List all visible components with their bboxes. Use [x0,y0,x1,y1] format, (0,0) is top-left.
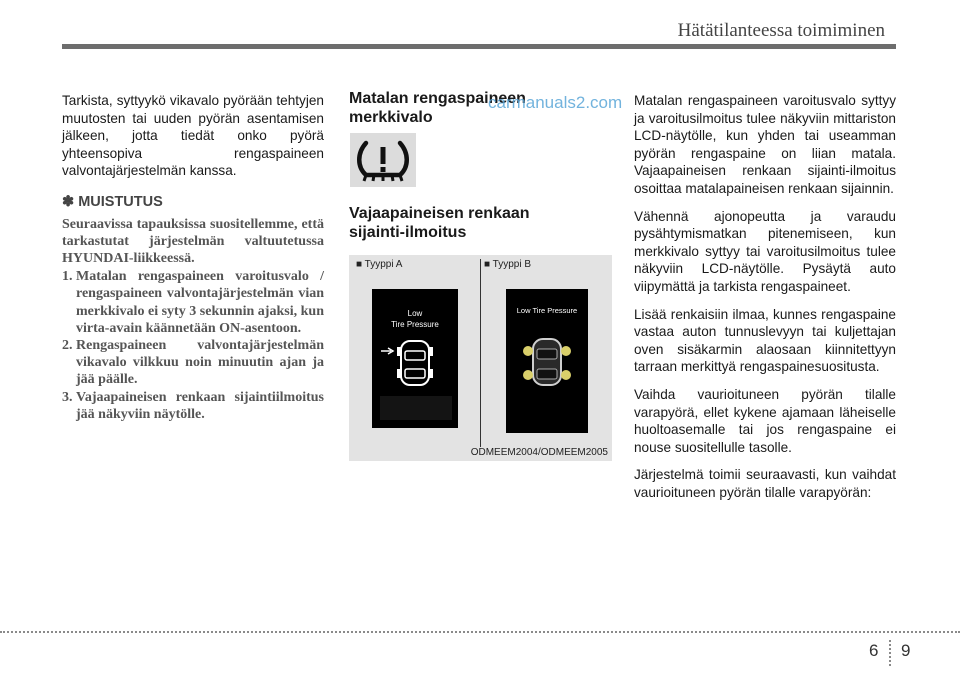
section-title-low-pressure: Matalan rengaspaineen merkkivalo [349,90,526,126]
notice-item [62,389,324,423]
footer-rule [0,631,960,633]
paragraph: Matalan rengaspaineen varoitusvalo syttyy ja varoitusilmoitus tulee näkyviin mittariston LCD-näytölle, kun yhden tai useamman pyörän rengaspaine on liian matala. Vajaapaineisen renkaan sijainti-ilmoitus osoittaa matalapaineisen renkaan sijainnin. [634,93,896,196]
notice-item-number: 2. [62,337,73,353]
column-right [634,92,896,511]
figure-label-type-b: ■ Tyyppi B [484,259,531,270]
running-header: Hätätilanteessa toimiminen [677,20,885,41]
figure-label-type-a: ■ Tyyppi A [356,259,403,270]
column-left [62,92,324,423]
car-top-view-icon [372,289,458,428]
notice-symbol: ✽ [62,193,75,210]
header-rule [62,44,896,49]
notice-item-text: Rengaspaineen valvontajärjestelmän vikavalo vilkkuu noin minuutin ajan ja jää päälle. [76,337,324,388]
notice-item [62,268,324,337]
display-a-line1: Low [407,309,423,318]
display-b-line1: Low Tire Pressure [516,306,578,315]
cluster-display-type-b [506,289,588,433]
intro-paragraph: Tarkista, syttyykö vikavalo pyörään tehtyjen muutosten tai uuden pyörän asentamisen jälkeen, jotta tiedät onko pyörä yhteensopiva rengaspaineen valvontajärjestelmän kanssa. [62,93,324,179]
paragraph: Vähennä ajonopeutta ja varaudu pysähtymismatkan pitenemiseen, kun merkkivalo syttyy tai varoitusilmoitus tulee näkyviin LCD-näytölle. Pysäytä auto viipymättä ja tarkista rengaspaineet. [634,208,896,294]
notice-title: MUISTUTUS [78,193,163,210]
tire-location-figure [349,255,612,461]
paragraph: Vaihda vaurioituneen pyörän tilalle varapyörä, ellet kykene ajamaan läheiselle huoltoasemalle tai jos rengaspaine ei nouse suositellulle tasolle. [634,386,896,455]
section-title-tire-location: Vajaapaineisen renkaan sijainti-ilmoitus [349,205,530,241]
tire-pressure-warning-icon [350,133,416,187]
watermark: carmanuals2.com [488,93,623,112]
page-number-separator [889,640,891,666]
notice-item-text: Vajaapaineisen renkaan sijaintiilmoitus jää näkyviin näytölle. [76,389,324,422]
notice-item [62,337,324,389]
notice-item-number: 1. [62,269,73,285]
notice-item-number: 3. [62,389,73,405]
chapter-number: 6 [869,641,879,660]
tire-pressure-icon-graphic [350,133,416,187]
page-number: 9 [901,641,911,660]
paragraph: Lisää renkaisiin ilmaa, kunnes rengaspaine vastaa auton tunnuslevyyn tai kuljettajan oven sisäkarmin alaosaan kiinnitettyyn tarraan merkittyä rengaspainesuositusta. [634,306,896,375]
notice-heading [62,194,324,212]
paragraph: Järjestelmä toimii seuraavasti, kun vaihdat vaurioituneen pyörän tilalle varapyörän: [634,467,896,500]
figure-divider [480,259,481,447]
cluster-display-type-a [372,289,458,428]
notice-list [62,268,324,423]
figure-code: ODMEEM2004/ODMEEM2005 [470,447,608,458]
notice-intro: Seuraavissa tapauksissa suositellemme, että tarkastutat järjestelmän valtuutetussa HYUNDAI-liikkeessä. [62,216,324,266]
display-a-line2: Tire Pressure [391,320,439,329]
car-top-view-glow-icon [506,289,588,433]
notice-item-text: Matalan rengaspaineen varoitusvalo / rengaspaineen valvontajärjestelmän vian merkkivalo ei syty 3 sekunnin ajaksi, kun virta-avain käännetään ON-asentoon. [76,269,324,336]
